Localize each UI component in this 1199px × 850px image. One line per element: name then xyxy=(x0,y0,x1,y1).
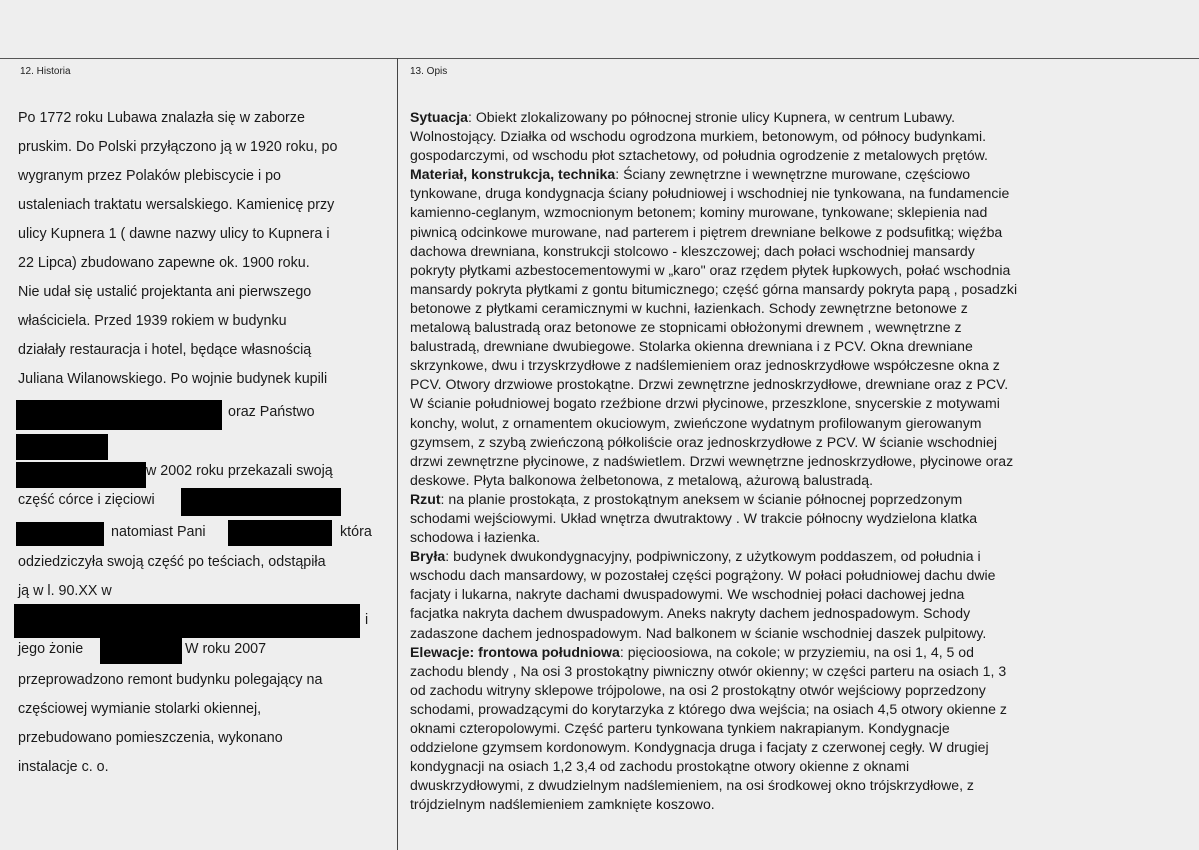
history-fragment: część córce i zięciowi xyxy=(18,492,155,508)
description-line: zachodu blendy , Na osi 3 prostokątny piwniczny otwór okienny; w części parteru na osiach 1, 3 xyxy=(410,662,1007,679)
description-line: dwuskrzydłowymi, z dwudzielnym nadślemieniem, na osi środkowej okno trójskrzydłowe, z xyxy=(410,777,974,794)
history-fragment: instalacje c. o. xyxy=(18,759,109,775)
history-line: pruskim. Do Polski przyłączono ją w 1920 roku, po xyxy=(18,139,338,155)
history-fragment: jego żonie xyxy=(18,641,84,657)
history-fragment: która xyxy=(340,524,372,540)
description-line: oddzielone gzymsem kordonowym. Kondygnacja druga i facjaty z czerwonej cegły. W drugiej xyxy=(410,739,989,756)
top-rule xyxy=(0,58,1199,59)
history-line: wygranym przez Polaków plebiscycie i po xyxy=(18,168,282,184)
redaction-block xyxy=(16,434,108,460)
description-column xyxy=(410,108,1192,814)
description-line: gzymsem, z szybą zwieńczoną półkoliście oraz jednoskrzydłowe z PCV. W ścianie wschodniej xyxy=(410,433,997,450)
description-line: konchy, wolut, z ornamentem okuciowym, zwieńczone wydatnym profilowanym gierowanym xyxy=(410,414,982,431)
history-fragment: ją w l. 90.XX w xyxy=(18,583,112,599)
description-line: betonowe z płytkami ceramicznymi w kuchni, łazienkach. Schody zewnętrzne betonowe z xyxy=(410,299,968,316)
description-line: wschodu dach mansardowy, w pozostałej części pogrążony. W połaci południowej dachu dwie xyxy=(410,567,996,584)
material-label: Materiał, konstrukcja, technika xyxy=(410,166,616,183)
description-line: schodami wejściowymi. Układ wnętrza dwutraktowy . W trakcie północny wydzielona klatka xyxy=(410,509,978,526)
description-line: Wolnostojący. Działka od wschodu ogrodzona murkiem, betonowym, od północy budynkami. xyxy=(410,128,987,145)
history-line: Po 1772 roku Lubawa znalazła się w zaborze xyxy=(18,110,305,126)
description-line: Rzut: na planie prostokąta, z prostokątnym aneksem w ścianie północnej poprzedzonym xyxy=(410,490,963,507)
history-fragment: W roku 2007 xyxy=(185,641,267,657)
description-line: mansardy pokryta płytkami z gontu bitumicznego; część górna mansardy pokryta papą , posadzki xyxy=(410,280,1018,297)
description-line: kamienno-ceglanym, wzmocnionym betonem; kominy murowane, tynkowane; sklepienia nad xyxy=(410,204,988,221)
description-line: facjaty i lukarna, nakryte dachami dwuspadowymi. We wschodniej połaci dachowej jedna xyxy=(410,586,965,603)
description-line: facjatka nakryta dachem dwuspadowym. Aneks nakryty dachem jednospadowym. Schody xyxy=(410,605,971,622)
description-line: W ścianie południowej bogato rzeźbione drzwi płycinowe, przeszklone, snycerskie z motywami xyxy=(410,395,1000,412)
history-line: ulicy Kupnera 1 ( dawne nazwy ulicy to Kupnera i xyxy=(18,226,330,242)
history-line: 22 Lipca) zbudowano zapewne ok. 1900 roku. xyxy=(18,255,310,271)
redaction-block xyxy=(16,462,146,488)
history-line: Juliana Wilanowskiego. Po wojnie budynek kupili xyxy=(18,371,328,387)
column-divider xyxy=(397,58,398,850)
description-line: deskowe. Płyta balkonowa żelbetonowa, z metalową, ażurową balustradą. xyxy=(410,471,874,488)
section-header-description: 13. Opis xyxy=(410,66,448,77)
history-fragment: przeprowadzono remont budynku polegający na xyxy=(18,672,323,688)
history-fragment: przebudowano pomieszczenia, wykonano xyxy=(18,730,283,746)
history-line: ustaleniach traktatu wersalskiego. Kamienicę przy xyxy=(18,197,335,213)
description-line: skrzynkowe, dwu i trzyskrzydłowe z nadślemieniem oraz jednoskrzydłowe współczesne okna z xyxy=(410,357,1000,374)
elewacje-label: Elewacje: frontowa południowa xyxy=(410,643,620,660)
description-line: metalową balustradą oraz betonowe ze stopnicami obłożonymi drewnem , wewnętrzne z xyxy=(410,319,962,336)
history-fragment: oraz Państwo xyxy=(228,404,315,420)
bryla-label: Bryła xyxy=(410,548,446,565)
description-line: piwnicą odcinkowe murowane, nad parterem i piętrem drewniane belkowe z podsufitką; więźba xyxy=(410,223,1003,240)
description-line: schodowa i łazienka. xyxy=(410,529,541,546)
section-header-history: 12. Historia xyxy=(20,66,71,77)
description-line: PCV. Otwory drzwiowe prostokątne. Drzwi zewnętrzne jednoskrzydłowe, drewniane oraz z PCV. xyxy=(410,376,1009,393)
description-line: Materiał, konstrukcja, technika: Ściany zewnętrzne i wewnętrzne murowane, częściowo xyxy=(410,166,971,183)
history-fragment: odziedziczyła swoją część po teściach, odstąpiła xyxy=(18,554,326,570)
description-line: Sytuacja: Obiekt zlokalizowany po północnej stronie ulicy Kupnera, w centrum Lubawy. xyxy=(410,109,955,125)
history-line: działały restauracja i hotel, będące własnością xyxy=(18,342,312,358)
history-fragment: w 2002 roku przekazali swoją xyxy=(146,463,333,479)
description-line: od zachodu witryny sklepowe trójpolowe, na osi 2 prostokątny otwór wejściowy poprzedzony xyxy=(410,681,986,698)
history-fragment: częściowej wymianie stolarki okiennej, xyxy=(18,701,262,717)
description-line: pokryty płytkami azbestocementowymi w „karo" oraz rzędem płytek łupkowych, połać wschodnia xyxy=(410,261,1011,278)
description-line: gospodarczymi, od wschodu płot sztachetowy, od południa ogrodzenie z metalowych prętów. xyxy=(410,147,988,164)
redaction-block xyxy=(16,400,222,430)
description-line: tynkowane, druga kondygnacja ściany południowej i wschodniej nie tynkowana, na fundamencie xyxy=(410,185,1010,202)
history-fragment: natomiast Pani xyxy=(111,524,206,540)
redaction-block xyxy=(181,488,341,516)
description-line: balustradą, drewniane dwubiegowe. Stolarka okienna drewniana i z PCV. Okna drewniane xyxy=(410,338,973,355)
description-line: drzwi zewnętrzne płycinowe, z nadświetlem. Drzwi wewnętrzne jednoskrzydłowe, płycinowe oraz xyxy=(410,452,1014,469)
history-line: Nie udał się ustalić projektanta ani pierwszego xyxy=(18,284,312,300)
history-line: właściciela. Przed 1939 rokiem w budynku xyxy=(18,313,287,329)
description-line: oknami czteropolowymi. Część parteru tynkowana tynkiem nakrapianym. Kondygnacje xyxy=(410,720,950,736)
description-line: Elewacje: frontowa południowa: pięcioosiowa, na cokole; w przyziemiu, na osi 1, 4, 5 od xyxy=(410,643,974,660)
description-line: Bryła: budynek dwukondygnacyjny, podpiwniczony, z użytkowym poddaszem, od południa i xyxy=(410,548,981,565)
rzut-label: Rzut xyxy=(410,490,441,507)
redaction-block xyxy=(16,522,104,546)
description-line: kondygnacji na osiach 1,2 3,4 od zachodu prostokątne otwory okienne z oknami xyxy=(410,758,910,775)
description-line: schodami, prowadzącymi do korytarzyka z którego dwa wejścia; na osiach 4,5 otwory okienne z xyxy=(410,700,1007,717)
history-fragment: i xyxy=(365,612,369,628)
description-line: zadaszone dachem jednospadowym. Nad balkonem w ścianie wschodniej daszek pulpitowy. xyxy=(410,624,987,641)
description-line: trójdzielnym nadślemieniem zamknięte koszowo. xyxy=(410,796,715,813)
redaction-block xyxy=(100,636,182,664)
redaction-block xyxy=(14,604,360,638)
sytuacja-label: Sytuacja xyxy=(410,109,468,125)
description-line: dachowa drewniana, konstrukcji stolcowo - kleszczowej; dach połaci wschodniej mansardy xyxy=(410,242,975,259)
redaction-block xyxy=(228,520,332,546)
